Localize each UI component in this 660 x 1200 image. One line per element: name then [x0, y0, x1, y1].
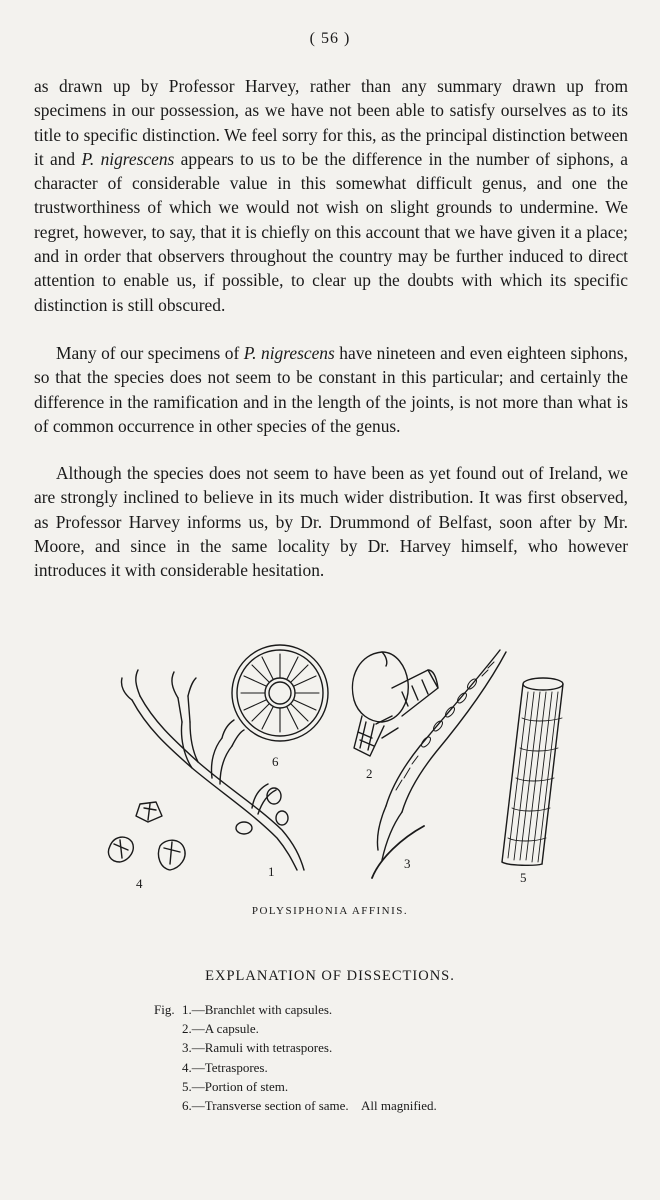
explanation-entry	[154, 1077, 437, 1096]
entry-text: —A capsule.	[191, 1021, 259, 1037]
paragraph-2-text-b: have nineteen and even eighteen siphons, so that the species does not seem to be constant in this particular; and certainly the difference in the ramification and in the length of the joints, is not more than what is of common occurrence in other species of the genus.	[34, 343, 628, 436]
figure-1-branchlet-drawing	[121, 670, 304, 870]
figure-label-4: 4	[136, 876, 143, 891]
figure-label-5: 5	[520, 870, 527, 885]
entry-number: 6.	[182, 1098, 192, 1114]
figure-4-tetraspores-drawing	[108, 802, 185, 870]
paragraph-1	[34, 74, 628, 317]
paragraph-2-italic: P. nigrescens	[243, 343, 335, 363]
explanation-entry	[154, 1096, 437, 1115]
explanation-entry	[154, 1019, 437, 1038]
paragraph-3-text: Although the species does not seem to have been as yet found out of Ireland, we are strongly inclined to believe in its much wider distribution. It was first observed, as Professor Harvey informs us, by Dr. Drummond of Belfast, soon after by Mr. Moore, and since in the same locality by Dr. Harvey himself, who however introduces it with considerable hesitation.	[34, 463, 628, 581]
entry-number: 2.	[182, 1021, 192, 1037]
entry-text: —Branchlet with capsules.	[191, 1002, 333, 1017]
entry-number: 3.	[182, 1040, 192, 1056]
entry-text: —Transverse section of same. All magnified.	[191, 1098, 437, 1114]
paragraph-1-italic: P. nigrescens	[81, 148, 175, 169]
explanation-heading: EXPLANATION OF DISSECTIONS.	[205, 968, 455, 984]
figure-5-stem-portion-drawing	[502, 678, 563, 865]
explanation-entry	[154, 1058, 437, 1077]
figure-label-3: 3	[404, 856, 411, 871]
figure-6-transverse-section-drawing	[232, 645, 328, 741]
figure-3-ramuli-drawing	[372, 650, 506, 878]
paragraph-2-text-a: Many of our specimens of	[56, 343, 244, 363]
paragraph-1-text-a: as drawn up by Professor Harvey, rather than any summary drawn up from specimens in our possession, as we have not been able to satisfy ourselves as to its title to specific distinction. We feel sorry for this, as the principal distinction between it and	[34, 76, 628, 169]
entry-number: 1.	[182, 1002, 192, 1017]
fig-prefix: Fig.	[154, 1002, 175, 1017]
paragraph-1-text-b: appears to us to be the difference in the number of siphons, a character of considerable value in this somewhat difficult genus, and one the trustworthiness of which we would not wish on slight grounds to undermine. We regret, however, to say, that it is chiefly on this account that we have given it a place; and in order that observers throughout the country may be further induced to direct attention to enable us, if possible, to clear up the doubts with which its specific distinction is still obscured.	[34, 148, 629, 315]
explanation-entry	[154, 1038, 437, 1057]
entry-number: 5.	[182, 1078, 192, 1094]
figure-label-2: 2	[366, 766, 373, 781]
figure-label-1: 1	[268, 864, 275, 879]
entry-text: —Tetraspores.	[191, 1059, 268, 1075]
paragraph-2	[34, 341, 628, 438]
plate-caption: POLYSIPHONIA AFFINIS.	[251, 905, 409, 917]
explanation-list	[154, 1000, 437, 1115]
entry-text: —Ramuli with tetraspores.	[191, 1040, 333, 1056]
paragraph-3	[34, 461, 628, 582]
explanation-entry	[154, 1000, 437, 1019]
botanical-plate-illustration	[92, 638, 592, 898]
page-number: ( 56 )	[309, 30, 351, 47]
figure-label-6: 6	[272, 754, 279, 769]
entry-number: 4.	[182, 1059, 192, 1075]
entry-text: —Portion of stem.	[191, 1078, 289, 1094]
